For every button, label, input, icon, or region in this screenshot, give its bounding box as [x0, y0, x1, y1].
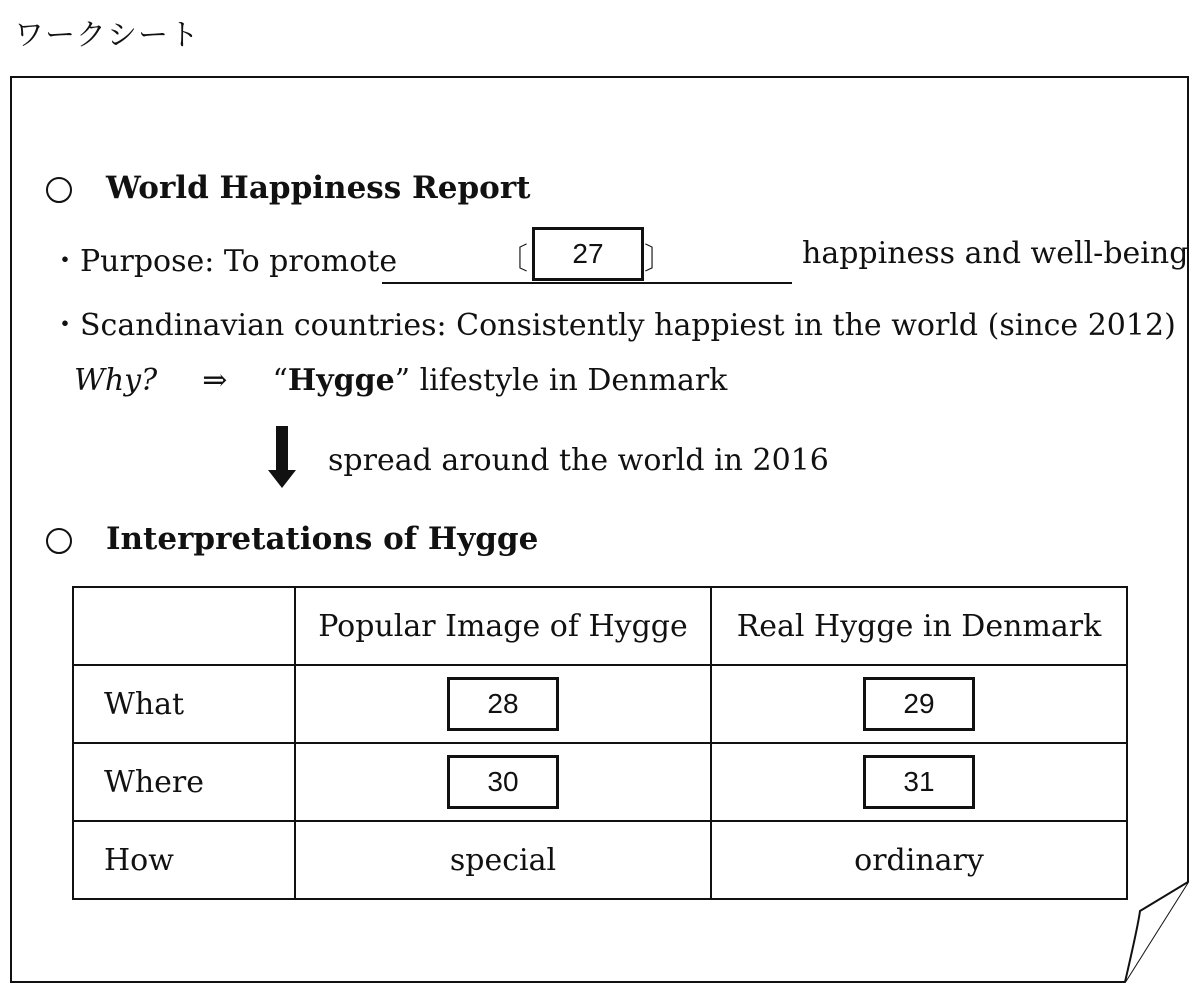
- purpose-label: ・Purpose: To promote: [50, 244, 398, 279]
- answer-box-28[interactable]: 28: [447, 677, 559, 731]
- bracket-open: 〔: [498, 242, 528, 277]
- why-label: Why?: [74, 363, 158, 398]
- hygge-tail: lifestyle in Denmark: [410, 363, 728, 398]
- answer-box-30[interactable]: 30: [447, 755, 559, 809]
- row-label-how: How: [73, 821, 295, 899]
- cell-how-real: ordinary: [711, 821, 1127, 899]
- table-row-how: [73, 821, 1127, 899]
- hygge-quote-close: ”: [394, 363, 411, 398]
- scandinavian-line: ・Scandinavian countries: Consistently happiest in the world (since 2012): [50, 308, 1176, 343]
- purpose-tail: happiness and well-being: [802, 236, 1189, 271]
- table-header-row: [73, 587, 1127, 665]
- bullet-circle-icon: [46, 528, 72, 554]
- answer-box-31[interactable]: 31: [863, 755, 975, 809]
- down-arrow-icon: [276, 426, 288, 470]
- section-heading-interpretations: Interpretations of Hygge: [106, 521, 539, 557]
- section-heading-world-happiness: World Happiness Report: [106, 170, 531, 206]
- hygge-quote-open: “: [272, 363, 288, 398]
- worksheet-sheet: [10, 76, 1190, 986]
- table-row-what: [73, 665, 1127, 743]
- row-label-what: What: [73, 665, 295, 743]
- bullet-circle-icon: [46, 177, 72, 203]
- hygge-word: Hygge: [287, 363, 395, 398]
- why-line: [74, 363, 727, 398]
- spread-text: spread around the world in 2016: [328, 443, 829, 478]
- answer-box-29[interactable]: 29: [863, 677, 975, 731]
- hygge-table: [72, 586, 1128, 900]
- why-arrow-icon: ⇒: [202, 363, 228, 398]
- page-title: ワークシート: [14, 18, 200, 53]
- table-row-where: [73, 743, 1127, 821]
- purpose-blank-line: [382, 282, 792, 284]
- answer-box-27[interactable]: 27: [532, 227, 644, 281]
- table-header-empty: [73, 587, 295, 665]
- down-arrow-head-icon: [268, 470, 296, 488]
- cell-how-popular: special: [295, 821, 711, 899]
- table-header-popular: Popular Image of Hygge: [295, 587, 711, 665]
- row-label-where: Where: [73, 743, 295, 821]
- bracket-close: 〕: [644, 242, 674, 277]
- table-header-real: Real Hygge in Denmark: [711, 587, 1127, 665]
